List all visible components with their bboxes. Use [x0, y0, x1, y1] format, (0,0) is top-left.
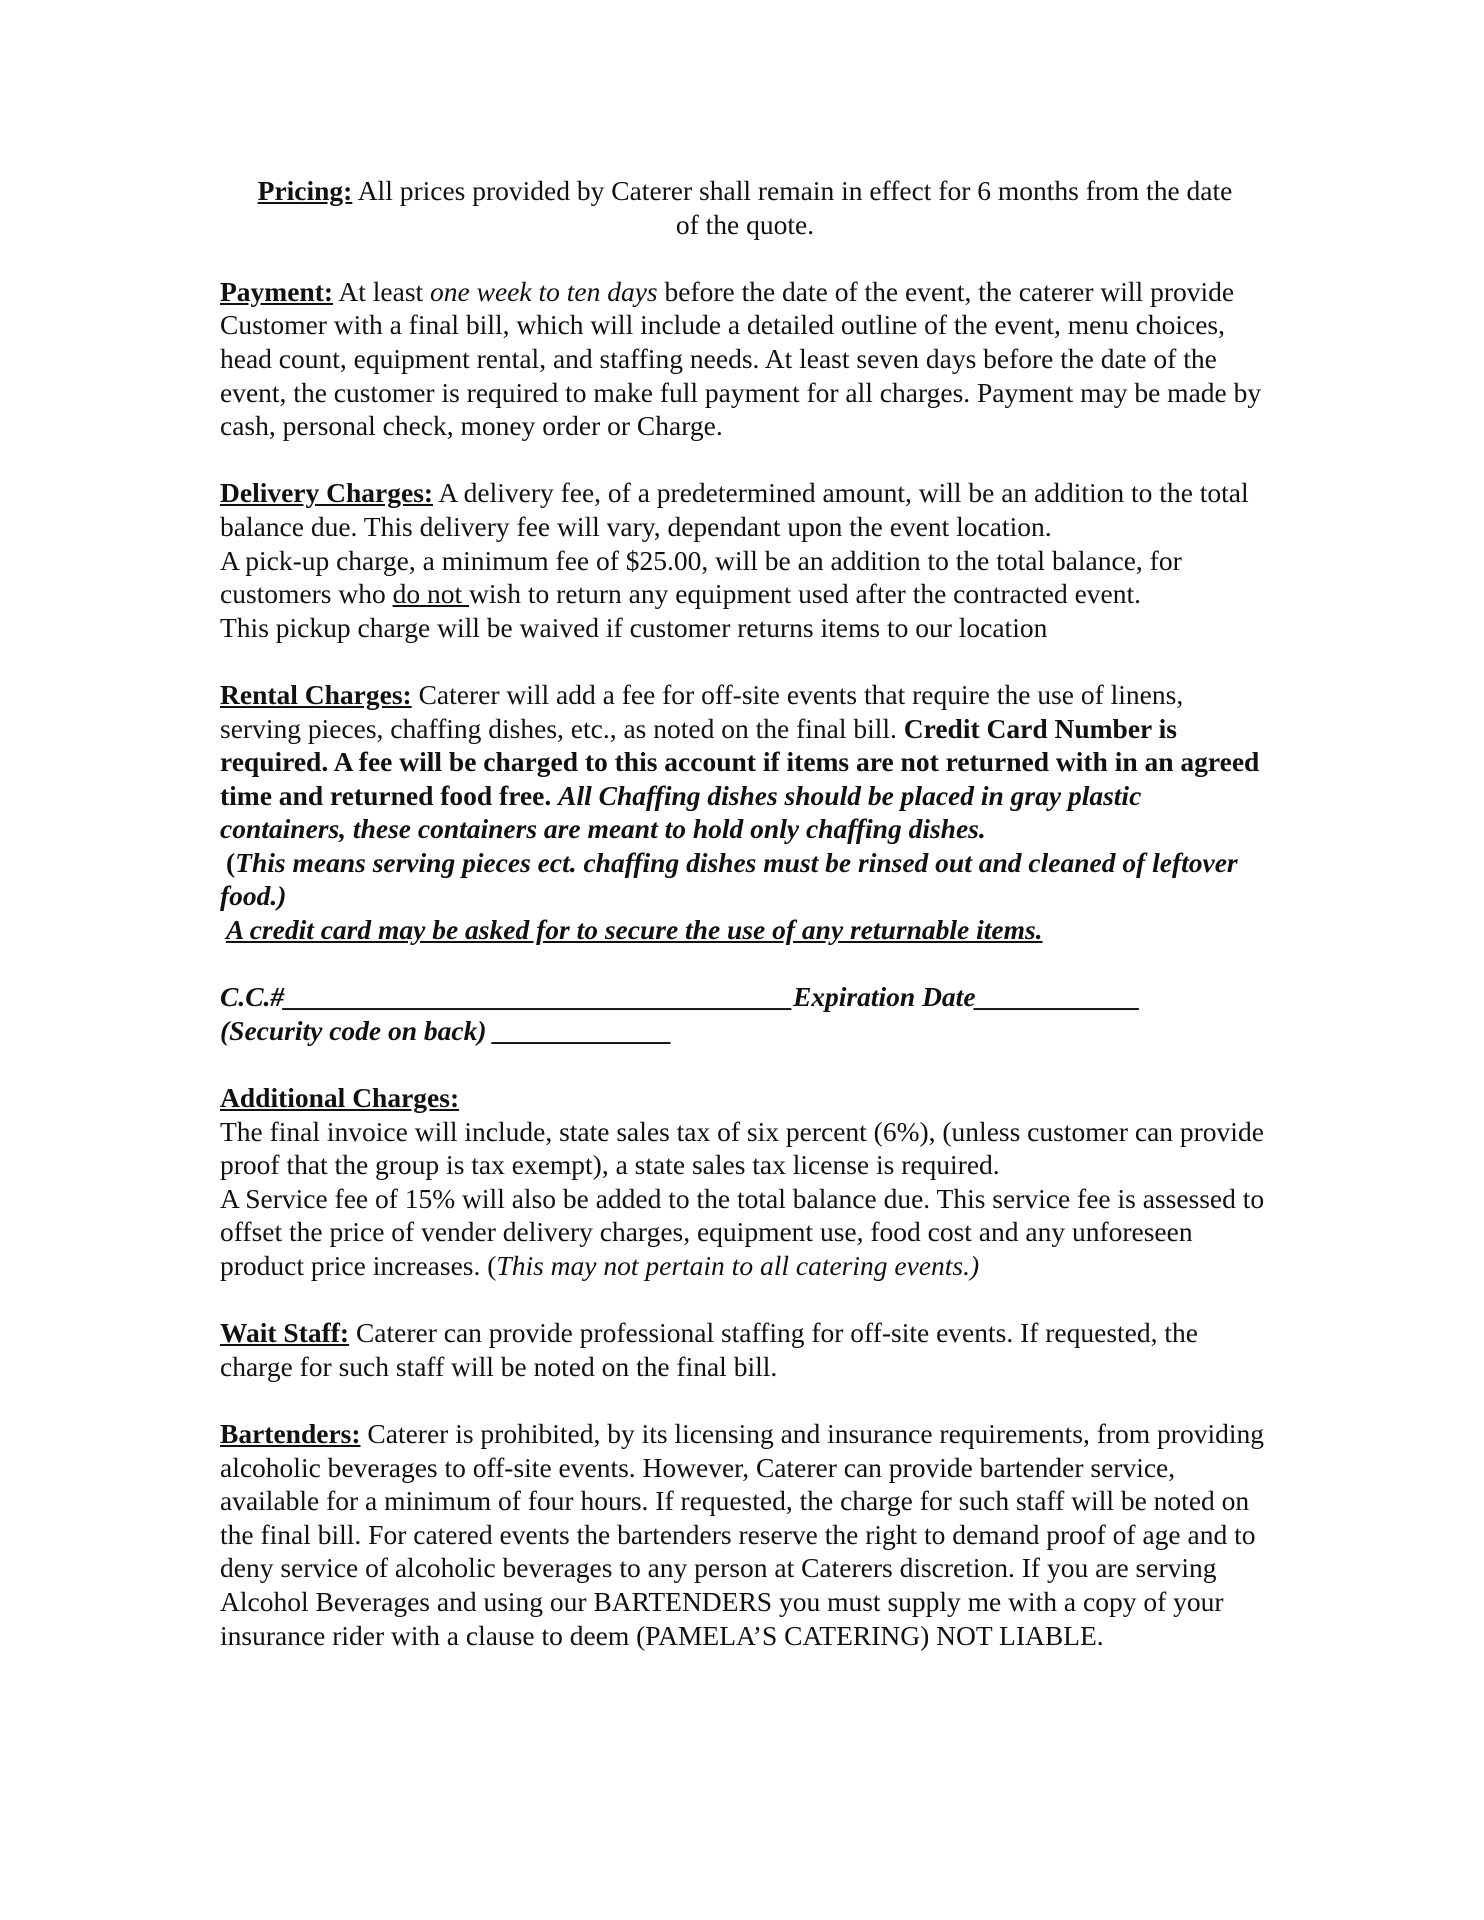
pickup-text-rest: wish to return any equipment used after the contracted event.	[469, 578, 1141, 610]
rental-paren-open: (	[226, 846, 236, 878]
service-fee-text: A Service fee of 15% will also be added to the total balance due. This service fee is assessed to offset the price of vender delivery charges, equipment use, food cost and any unforeseen product price increases. (	[220, 1182, 1265, 1281]
security-code-field[interactable]: _____________	[493, 1014, 673, 1046]
service-fee-note: This may not pertain to all catering events.)	[496, 1250, 980, 1281]
document-page	[220, 174, 1270, 1652]
pricing-text-line1: All prices provided by Caterer shall remain in effect for 6 months from the date	[352, 175, 1233, 206]
cc-row	[220, 981, 1141, 1012]
rental-credit-card-required: Credit Card Number is required. A fee will be charged to this account if items are not returned with in an agreed time and returned food free.	[220, 712, 1260, 811]
wait-staff-section	[220, 1316, 1270, 1383]
pickup-waiver-text: This pickup charge will be waived if customer returns items to our location	[220, 611, 1048, 643]
cc-number-label: C.C.#	[220, 981, 285, 1013]
delivery-text: A delivery fee, of a predetermined amount, will be an addition to the total balance due. This delivery fee will vary, dependant upon the event location.	[220, 477, 1249, 542]
payment-timeframe: one week to ten days	[430, 275, 658, 307]
expiration-date-label: Expiration Date	[792, 981, 976, 1013]
bartenders-text: Caterer is prohibited, by its licensing and insurance requirements, from providing alcoholic beverages to off-site events. However, Caterer can provide bartender service, available for a minimum of four hours. If requested, the charge for such staff will be noted on the final bill. For catered events the bartenders reserve the right to demand proof of age and to deny service of alcoholic beverages to any person at Caterers discretion. If you are serving Alcohol Beverages and using our BARTENDERS you must supply me with a copy of your insurance rider with a clause to deem (PAMELA’S CATERING) NOT LIABLE.	[220, 1417, 1264, 1651]
additional-heading: Additional Charges:	[220, 1082, 460, 1114]
payment-section	[220, 275, 1270, 443]
rental-text: Caterer will add a fee for off-site events that require the use of linens, serving pieces, chaffing dishes, etc., as noted on the final bill.	[220, 678, 1184, 744]
delivery-section	[220, 476, 1270, 644]
bartenders-section	[220, 1417, 1270, 1652]
wait-staff-text: Caterer can provide professional staffing for off-site events. If requested, the charge for such staff will be noted on the final bill.	[220, 1317, 1198, 1382]
security-code-label: (Security code on back)	[220, 1014, 487, 1046]
rental-credit-card-note: A credit card may be asked for to secure the use of any returnable items.	[226, 914, 1043, 946]
payment-heading: Payment:	[220, 275, 334, 307]
rental-heading: Rental Charges:	[220, 678, 412, 710]
wait-staff-heading: Wait Staff:	[220, 1317, 350, 1349]
additional-section	[220, 1081, 1270, 1283]
bartenders-heading: Bartenders:	[220, 1417, 361, 1449]
payment-text: At least	[333, 275, 431, 307]
credit-card-form	[220, 980, 1270, 1047]
rental-chaffing-note: All Chaffing dishes should be placed in gray plastic containers, these containers are meant to hold only chaffing dishes.	[220, 779, 1142, 845]
pricing-heading: Pricing:	[257, 175, 353, 206]
rental-rinse-note: This means serving pieces ect. chaffing dishes must be rinsed out and cleaned of leftover food.)	[220, 846, 1238, 912]
pickup-do-not: do not	[392, 578, 470, 610]
delivery-heading: Delivery Charges:	[220, 477, 434, 509]
sales-tax-text: The final invoice will include, state sales tax of six percent (6%), (unless customer can provide proof that the group is tax exempt), a state sales tax license is required.	[220, 1115, 1264, 1181]
rental-section	[220, 678, 1270, 947]
cc-number-field[interactable]: _____________________________________	[284, 981, 793, 1013]
security-row	[220, 1015, 672, 1046]
pricing-text-line2: of the quote.	[675, 208, 815, 240]
payment-text-rest: before the date of the event, the caterer will provide Customer with a final bill, which will include a detailed outline of the event, menu choices, head count, equipment rental, and staffing needs. At least seven days before the date of the event, the customer is required to make full payment for all charges. Payment may be made by cash, personal check, money order or Charge.	[220, 275, 1262, 442]
expiration-date-field[interactable]: ____________	[975, 981, 1141, 1013]
pricing-section	[220, 174, 1270, 241]
pickup-text: A pick-up charge, a minimum fee of $25.00, will be an addition to the total balance, for customers who	[220, 544, 1182, 610]
